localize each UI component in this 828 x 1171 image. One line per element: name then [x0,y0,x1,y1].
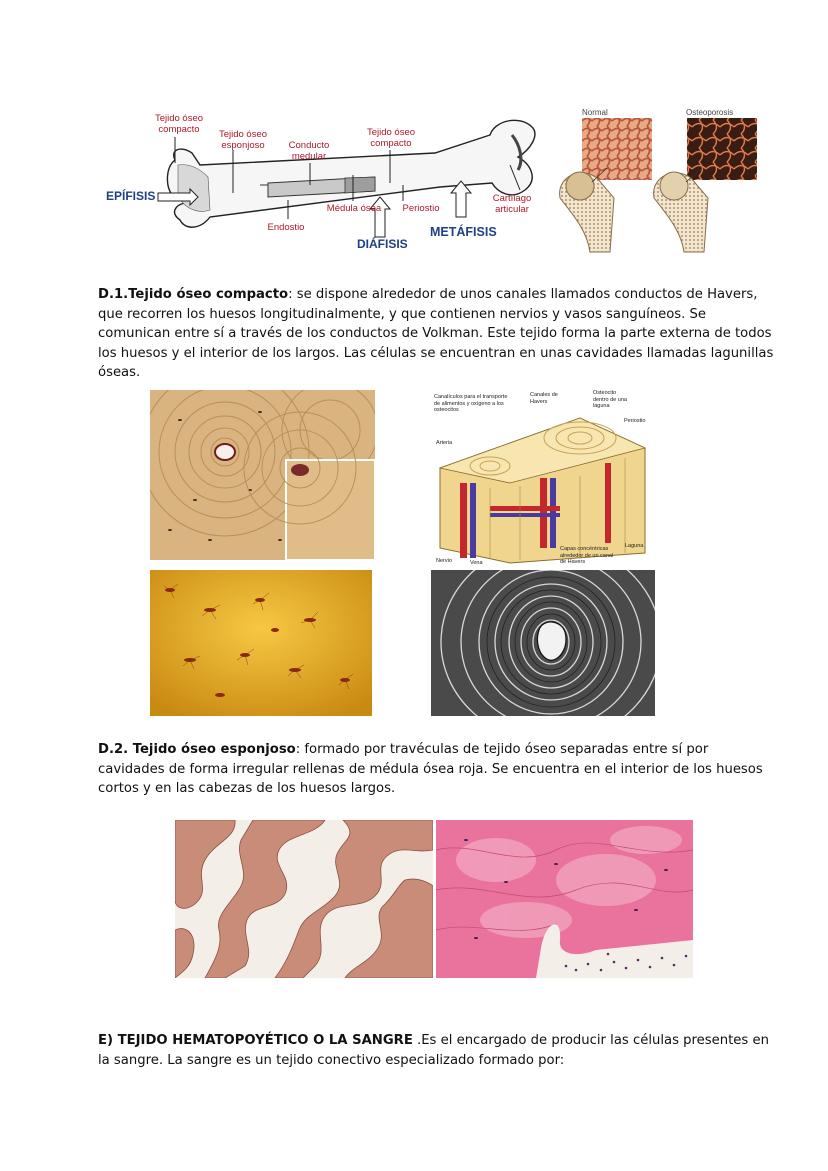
havers-label-laguna: Laguna [625,543,644,549]
havers-label-periostio: Periostio [624,418,646,424]
havers-label-nervio: Nervio [436,558,452,564]
section-e-paragraph [98,1031,774,1070]
spongy-bone-micrograph-right [436,820,693,978]
section-e-text: .Es el encargado de producir las células presentes en la sangre. La sangre es un tejido conectivo especializado formado por: [98,1033,769,1068]
label-cartilage: Cartílago articular [492,193,532,215]
label-medullary-canal: Conducto medular [288,140,330,162]
label-spongy: Tejido óseo esponjoso [218,129,268,151]
label-metaphysis: METÁFISIS [430,225,497,239]
section-e-title: E) TEJIDO HEMATOPOYÉTICO O LA SANGRE [98,1033,413,1048]
section-d1-title: D.1.Tejido óseo compacto [98,287,289,302]
label-normal: Normal [582,108,608,117]
label-epiphysis: EPÍFISIS [106,189,156,203]
havers-label-canales: Canales de Havers [530,392,558,405]
osteoporosis-illustration [552,106,762,254]
havers-label-canaliculos: Canalículos para el transporte de alimentos y oxígeno a los osteocitos [434,394,508,413]
section-d1-text: : se dispone alrededor de unos canales llamados conductos de Havers, que recorren los huesos longitudinalmente, y que contienen nervios y vasos sanguíneos. Se comunican entre sí a través de los conductos de Volkman. Este tejido forma la parte externa de todos los huesos y el interior de los largos. Las células se encuentran en unas cavidades llamadas lagunillas óseas. [98,287,774,380]
havers-label-capas: Capas concéntricas alrededor de un canal de Havers [560,546,614,565]
label-osteoporosis: Osteoporosis [686,108,734,117]
compact-bone-micrograph [150,390,375,560]
label-compact-left: Tejido óseo compacto [154,113,204,135]
label-diaphysis: DIÁFISIS [357,237,408,251]
havers-label-vena: Vena [470,560,483,566]
label-endosteum: Endostio [267,222,305,233]
havers-label-osteocito: Osteocito dentro de una laguna [593,390,627,409]
havers-label-arteria: Arteria [436,440,453,446]
section-d2-text: : formado por travéculas de tejido óseo separadas entre sí por cavidades de forma irregular rellenas de médula ósea roja. Se encuentra en el interior de los huesos cortos y en las cabezas de los huesos largos. [98,742,763,796]
section-d2-title: D.2. Tejido óseo esponjoso [98,742,296,757]
section-d2-paragraph [98,740,774,799]
havers-system-diagram [430,388,655,568]
section-d1-paragraph [98,285,774,383]
label-compact-right: Tejido óseo compacto [366,127,416,149]
havers-micrograph [431,570,655,716]
label-marrow: Médula ósea [326,203,382,214]
long-bone-diagram [100,105,545,255]
label-periosteum: Periostio [402,203,440,214]
osteoporosis-comparison [552,106,762,254]
spongy-bone-micrograph-left [175,820,433,978]
osteocyte-micrograph [150,570,372,716]
